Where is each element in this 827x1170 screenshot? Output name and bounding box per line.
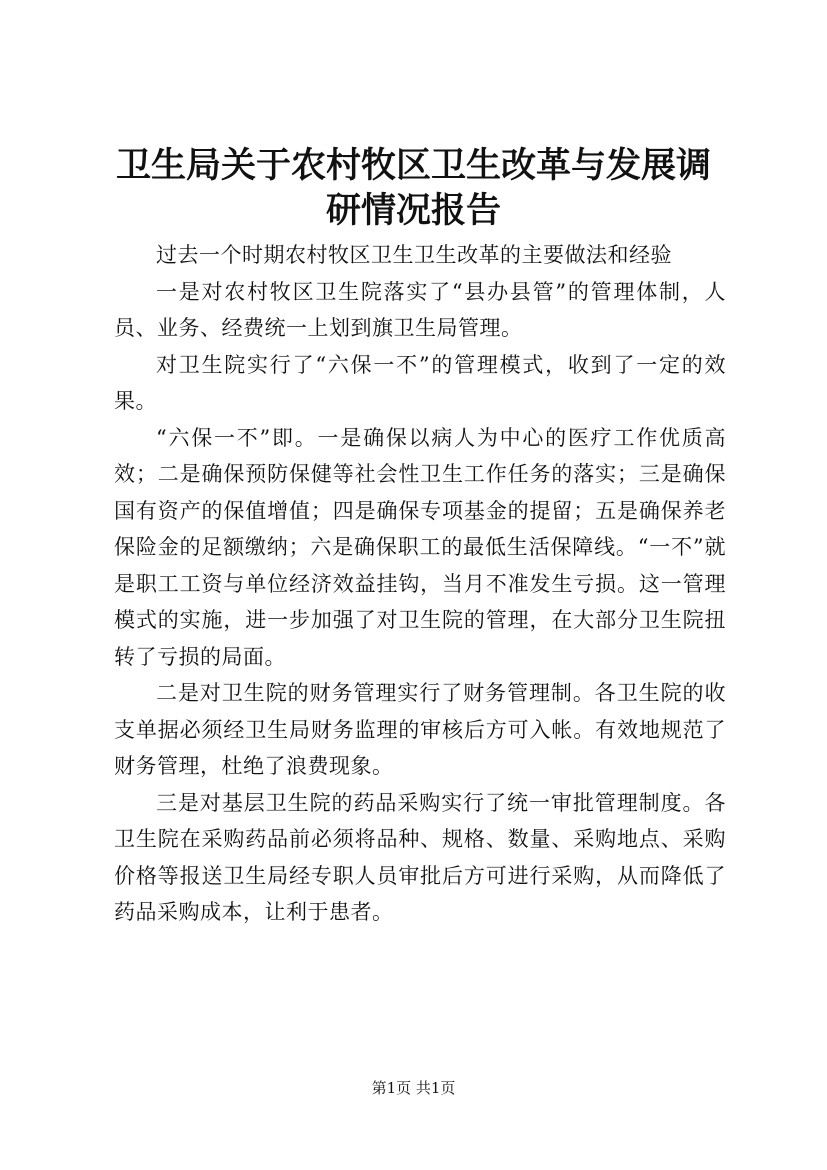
paragraph-management-mode: 对卫生院实行了“六保一不”的管理模式，收到了一定的效果。 <box>114 352 726 413</box>
paragraph-financial-management: 二是对卫生院的财务管理实行了财务管理制。各卫生院的收支单据必须经卫生局财务监理的审核后方可入帐。有效地规范了财务管理，杜绝了浪费现象。 <box>114 681 726 778</box>
paragraph-intro: 过去一个时期农村牧区卫生卫生改革的主要做法和经验 <box>156 243 672 267</box>
paragraph-first-measure: 一是对农村牧区卫生院落实了“县办县管”的管理体制，人员、业务、经费统一上划到旗卫生局管理。 <box>114 279 726 340</box>
document-body <box>114 237 726 931</box>
page-number: 第1页 共1页 <box>371 1079 456 1097</box>
paragraph-six-guarantees: “六保一不”即。一是确保以病人为中心的医疗工作优质高效；二是确保预防保健等社会性卫生工作任务的落实；三是确保国有资产的保值增值；四是确保专项基金的提留；五是确保养老保险金的足额缴纳；六是确保职工的最低生活保障线。“一不”就是职工工资与单位经济效益挂钩，当月不准发生亏损。这一管理模式的实施，进一步加强了对卫生院的管理，在大部分卫生院扭转了亏损的局面。 <box>114 425 726 669</box>
page-title: 卫生局关于农村牧区卫生改革与发展调研情况报告 <box>115 145 711 231</box>
paragraph-drug-procurement: 三是对基层卫生院的药品采购实行了统一审批管理制度。各卫生院在采购药品前必须将品种、规格、数量、采购地点、采购价格等报送卫生局经专职人员审批后方可进行采购，从而降低了药品采购成本，让利于患者。 <box>114 790 726 924</box>
